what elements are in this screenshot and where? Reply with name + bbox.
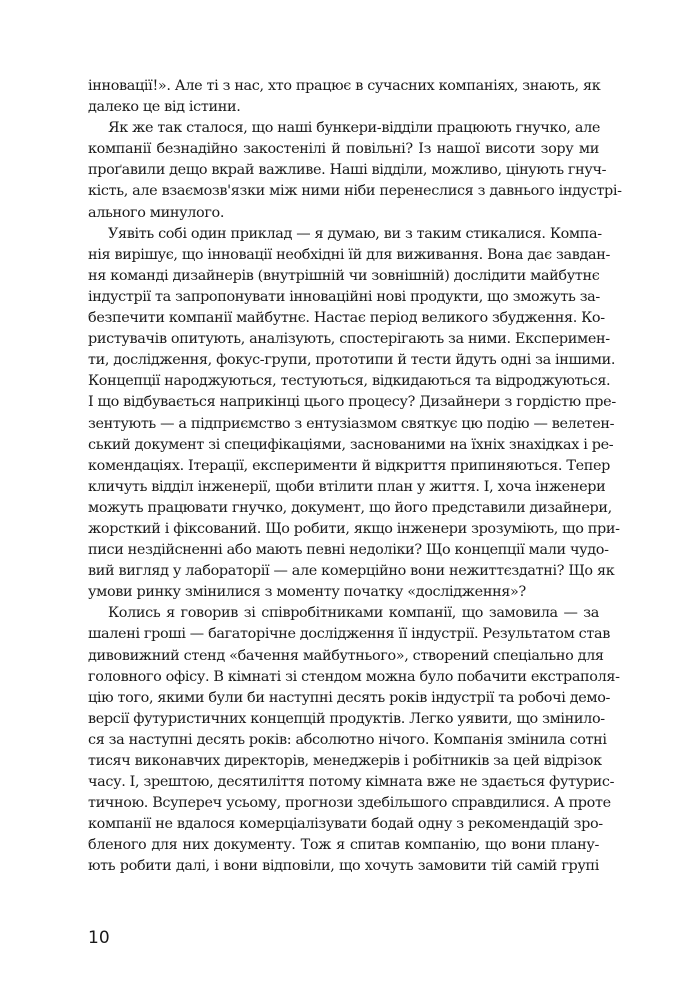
text-line: ристувачів опитують, аналізують, спостерігають за ними. Експеримен- (88, 331, 610, 348)
text-line: ального минулого. (88, 204, 225, 221)
text-line: тисяч виконавчих директорів, менеджерів і робітників за цей відрізок (88, 753, 602, 769)
text-line: ся за наступні десять років: абсолютно нічого. Компанія змінила сотні (88, 731, 607, 748)
text-line: часу. І, зрештою, десятиліття потому кімната вже не здається футурис- (88, 774, 615, 791)
paragraph (88, 224, 620, 604)
text-line: головного офісу. В кімнаті зі стендом можна було побачити екстраполя- (88, 668, 620, 685)
text-line: інновації!». Але ті з нас, хто працює в сучасних компаніях, знають, як (88, 78, 601, 94)
text-line: проґавили дещо вкрай важливе. Наші відділи, можливо, цінують гнуч- (88, 162, 607, 179)
paragraph (88, 603, 620, 877)
text-line: ня команді дизайнерів (внутрішній чи зовнішній) дослідити майбутнє (88, 267, 600, 284)
text-line: ти, дослідження, фокус-групи, прототипи й тести йдуть одні за іншими. (88, 352, 616, 369)
paragraph (88, 118, 622, 223)
text-line: І що відбувається наприкінці цього процесу? Дизайнери з гордістю пре- (88, 394, 616, 411)
text-line: кість, але взаємозв'язки між ними ніби перенеслися з давнього індустрі- (88, 183, 622, 200)
text-line: кличуть відділ інженерії, щоби втілити план у життя. І, хоча інженери (88, 478, 606, 495)
text-line: Колись я говорив зі співробітниками компанії, що замовила — за (108, 605, 599, 622)
text-line: зентують — а підприємство з ентузіазмом святкує цю подію — велетен- (88, 415, 615, 432)
text-line: індустрії та запропонувати інноваційні нові продукти, що зможуть за- (88, 288, 600, 305)
text-line: тичною. Всупереч усьому, прогнози здебільшого справдилися. А проте (88, 795, 611, 812)
text-line: компанії не вдалося комерціалізувати бодай одну з рекомендацій зро- (88, 816, 603, 833)
text-line: цію того, якими були би наступні десять років індустрії та робочі демо- (88, 689, 611, 706)
text-line: дивовижний стенд «бачення майбутнього», створений спеціально для (88, 647, 604, 664)
text-line: писи нездійсненні або мають певні недоліки? Що концепції мали чудо- (88, 542, 609, 559)
text-line: Як же так сталося, що наші бункери-відділи працюють гнучко, але (108, 120, 601, 137)
text-line: ський документ зі специфікаціями, заснованими на їхніх знахідках і ре- (88, 436, 614, 453)
text-line: умови ринку змінилися з моменту початку «дослідження»? (88, 584, 526, 601)
text-line: жорсткий і фіксований. Що робити, якщо інженери зрозуміють, що при- (88, 520, 620, 537)
paragraph (88, 76, 599, 118)
text-line: шалені гроші — багаторічне дослідження її індустрії. Результатом став (88, 626, 610, 643)
text-line: бленого для них документу. Тож я спитав компанію, що вони плану- (88, 837, 599, 854)
text-line: можуть працювати гнучко, документ, що його представили дизайнери, (88, 499, 612, 516)
text-line: нія вирішує, що інновації необхідні їй для виживання. Вона дає завдан- (88, 246, 610, 263)
text-line: вий вигляд у лабораторії — але комерційно вони нежиттєздатні? Що як (88, 563, 615, 580)
text-line: версії футуристичних концепцій продуктів. Легко уявити, що змінило- (88, 710, 605, 727)
page-number: 10 (88, 928, 110, 948)
text-line: далеко це від істини. (88, 99, 241, 116)
text-line: комендаціях. Ітерації, експерименти й відкриття припиняються. Тепер (88, 457, 611, 474)
text-line: Уявіть собі один приклад — я думаю, ви з таким стикалися. Компа- (108, 225, 602, 242)
text-line: компанії безнадійно закостенілі й повільні? Із нашої висоти зору ми (88, 141, 599, 158)
text-line: безпечити компанії майбутнє. Настає період великого збудження. Ко- (88, 310, 605, 327)
text-line: Концепції народжуються, тестуються, відкидаються та відроджуються. (88, 373, 611, 390)
body-text (88, 76, 622, 878)
text-line: ють робити далі, і вони відповіли, що хочуть замовити тій самій групі (88, 858, 599, 875)
